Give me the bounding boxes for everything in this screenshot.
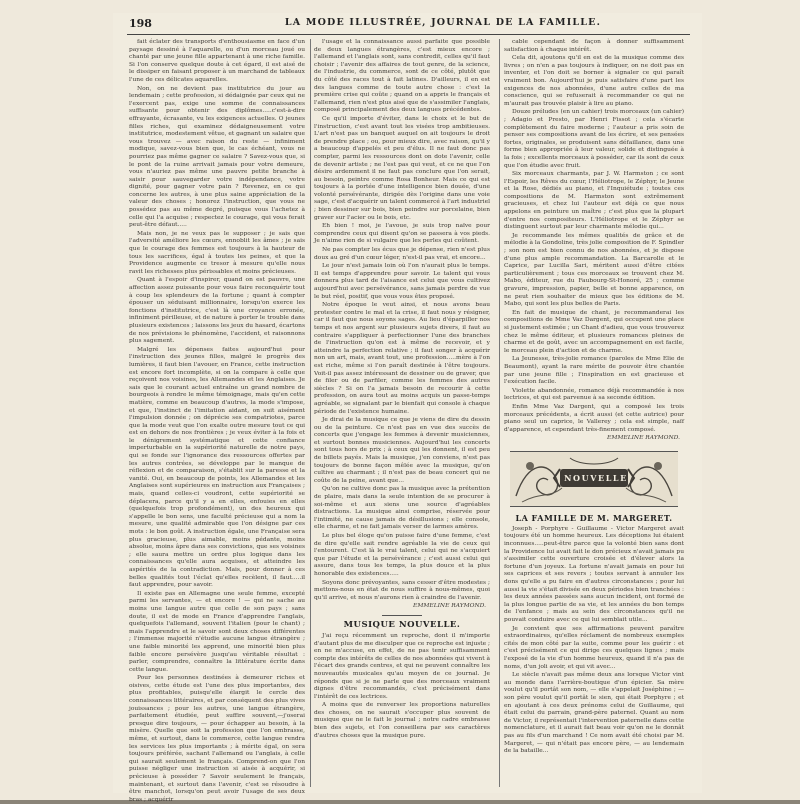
page-number: 198 <box>129 17 152 30</box>
column-middle <box>314 39 490 787</box>
paragraph: Non, on ne devient pas institutrice du jour au lendemain ; cette profession, si dédaignée par ceux qui ne l'exercent pas, exige une somme de connaissances suffisante pour obtenir des diplômes.....c'est-à-dire effrayante, écrasante, vu les exigences actuelles. O jeunes filles riches, qui examinez dédaigneusement votre institutrice, modestement vêtue, et gagnant un salaire que vous trouvez — avec raison du reste — infiniment modique, savez-vous bien que, le cas échéant, vous ne pourriez pas même gagner ce salaire ? Savez-vous que, si le pont de la ruine arrivait jamais pour votre demeure, vous n'auriez pas même une pauvre petite branche à saisir pour sauvegarder votre indépendance, votre dignité, pour gagner votre pain ? Revenez, en ce qui concerne les autres, à une plus saine appréciation de la valeur des choses ; honorez l'instruction, que vous ne possédez pas au même degré, puisque vous l'achetez à celle qui l'a acquise ; respectez le courage, qui vous ferait peut-être défaut..... <box>129 85 305 229</box>
nouvelle-banner <box>510 451 678 507</box>
paragraph: Je convient que ses affirmations peuvent paraître extraordinaires, qu'elles réclament de nombreux exemples cités de mon côté par la suite, comme pour les guérir : et c'est précisément ce qui dirige ces quelques lignes ; mais l'exposé de la vie d'un homme heureux, quand il n'a pas de noms, d'un joli avoir, et qui vit avec... <box>504 625 684 670</box>
section-heading-musique: MUSIQUE NOUVELLE. <box>343 619 461 630</box>
author-signature: EMMELINE RAYMOND. <box>413 603 486 610</box>
paragraph: Six morceaux charmants, par J. W. Harmston ; ce sont l'Espoir, les Rêves du cœur, l'Héliotrope, le Zéphyr, le Jeune et la Rose, dédiés au piano, et l'Inquiétude ; toutes ces compositions de M. Harmston sont extrêmement gracieuses, et chez lui l'auteur est déjà ce que nous appelons en peinture un maître ; c'est plus que la plupart d'entre nos compositeurs. L'Héliotrope et le Zéphyr se distinguent surtout par leur charmante mélodie qui... <box>504 171 684 231</box>
paragraph: Cela dit, ajoutons qu'il en est de la musique comme des livres ; on n'en a pas toujours à indiquer, on ne doit pas en inventer, et l'on doit se borner à signaler ce qui paraît vraiment bon. Aujourd'hui je puis satisfaire d'une part les exigences de nos abonnées, d'une autre celles de ma conscience, qui se refuserait à recommander ce qui ne m'aurait pas trouvée plaisir à lire au piano. <box>504 55 684 107</box>
paragraph: Pour les personnes destinées à demeurer riches et oisives, cette étude est l'une des plus importantes, des plus profitables, puisqu'elle élargit le cercle des connaissances littéraires, et par conséquent des plus vives jouissances ; pour les autres, une langue étrangère, parfaitement étudiée, peut suffire souvent,—j'oserai presque dire toujours, — pour échapper au besoin, à la misère. Quelle que soit la profession que l'on embrasse, même, et surtout, dans le commerce, cette langue rendra les services les plus importants ; à mérite égal, on sera toujours préférée, sachant l'allemand ou l'anglais, à celle qui saurait seulement le français. Comprend-on que l'on puisse négliger une instruction si aisée à acquérir, si précieuse à posséder ? Savoir seulement le français, maintenant, et surtout dans l'avenir, c'est se résoudre à être manchot, lorsqu'on peut avoir l'usage de ses deux bras ; acquérir <box>129 675 305 803</box>
paragraph: Douze préludes (en un cahier) trois morceaux (un cahier) ; Adagio et Presto, par Henri Fissot ; cela s'écarte complètement du faire moderne ; l'auteur a pris soin de penser ses compositions avant de les écrire, et ses pensées fortes, originales, se produisent sans défaillance, dans une forme bien appropriée à leur valeur, solide et distinguée à la fois ; excellents morceaux à posséder, car ils sont de ceux que l'on étudie avec fruit. <box>504 109 684 169</box>
journal-page <box>113 13 702 803</box>
paragraph: l'usage et la connaissance aussi parfaite que possible de deux langues étrangères, c'est mieux encore ; l'allemand et l'anglais sont, sans contredit, celles qu'il faut choisir ; l'avenir des affaires de tout genre, de la science, de l'industrie, du commerce, sont de ce côté, plutôt que du côté des races tout à fait latines. D'ailleurs, il en est des langues comme de toute autre chose : c'est la première crise qui coûte ; quand on a appris le français et l'allemand, rien n'est plus aisé que de s'assimiler l'anglais, composé principalement des deux langues précédentes. <box>314 39 490 114</box>
paragraph: A moins que de renverser les proportions naturelles des choses, on ne saurait s'occuper plus souvent de musique que ne le fait le journal ; notre cadre embrasse bien des sujets, et l'on conseillera par ses caractères d'autres choses que la musique pure. <box>314 702 490 739</box>
paragraph: Eh bien ! moi, je l'avoue, je suis trop naïve pour comprendre ceux qui disent qu'on se passera à vos pieds. Je n'aime rien de si vulgaire que les perles qui coûtent. <box>314 223 490 245</box>
paragraph: Je recommande les mêmes qualités de grâce et de mélodie à la Gondoline, très jolie composition de F. Spindler ; son nom est bien connu de nos abonnées, et je dispose d'une plus ample recommandation. La Barcarolle et le Caprice, par Lucilla Sari, méritent aussi d'être citées particulièrement ; tous ces morceaux se trouvent chez M. Mabo, éditeur, rue du Faubourg-St-Honoré, 25 ; comme gravure, impression, papier, belle et bonne apparence, on ne peut rien souhaiter de mieux que les éditions de M. Mabo, qui sont les plus belles de Paris. <box>504 232 684 308</box>
banner-label: NOUVELLE <box>564 472 628 483</box>
paragraph: Notre époque le veut ainsi, et nous avons beau protester contre le mal et la crise, il faut nous y résigner, car il faut que nous soyons sages. Au lieu d'éparpiller nos temps et nos argent sur plusieurs sujets divers, il faut au contraire s'appliquer à perfectionner l'une des branches de l'instruction qu'on est à même de recevoir, et y atteindre la perfection relative ; il faut songer à acquérir non un art, mais, avant tout, une profession.....mère à l'on est riche, même si l'on paraît destinée à l'être toujours. Voit-il pas assez intéressant de dessiner ou de graver, que de filer ou de parfiler, comme les femmes des autres siècles ? Si on l'a jamais besoin de recourir à cette profession, on aura tout au moins acquis un passe-temps agréable, se signalant par le bienfait qui console à chaque période de l'existence humaine. <box>314 302 490 415</box>
paragraph: Le siècle n'avait pas même deux ans lorsque Victor vint au monde dans l'arrière-boutique d'un épicier. Sa mère voulut qu'il portât son nom, — elle s'appelait Joséphine ; — son père voulut qu'il portât le sien, qui était Porphyre ; et en ajoutant à ces deux prénoms celui de Guillaume, qui était celui du parrain, grand-père paternel. Quant au nom de Victor, il représentait l'intervention paternelle dans cette nomenclature, et il aurait fait beau voir qu'on ne le donnât pas au fils d'un marchand ! Ce nom avait été choisi par M. Margeret, — qui n'était pas encore père, — au lendemain de la bataille... <box>504 672 684 755</box>
column-divider <box>499 39 500 787</box>
paragraph: En fait de musique de chant, je recommanderai les compositions de Mme Vaz Dargent, qui occupent une place si justement estimée ; un Chant d'adieu, que vous trouverez chez le même éditeur, et plusieurs romances pleines de charme et de goût, avec un accompagnement en est facile, le morceau plein d'action et de charme. <box>504 309 684 354</box>
paragraph: Mais non, je ne veux pas le supposer ; je sais que l'adversité améliore les cœurs, ennoblit les âmes ; je sais que le courage des femmes est toujours à la hauteur de tous les sacrifices, égal à toutes les peines, et que la Providence augmente ce tresor à mesure qu'elle nous ravit les richesses plus périssables et moins précieuses. <box>129 230 305 275</box>
paragraph: Enfin Mme Vaz Dargent, qui a composé les trois morceaux précédents, a écrit aussi (et cette autrice) pour piano seul un caprice, le Vallerey ; cela est simple, naïf d'apparence, et cependant très-finement composé. <box>504 403 684 433</box>
paragraph: Ne pas compter les écus que je dépense, rien n'est plus doux au gré d'un cœur léger, n'est-il pas vrai, et encore... <box>314 247 490 261</box>
paragraph: La Jeunesse, très-jolie romance (paroles de Mme Elie de Beaumont), ayant la rare mérite de pouvoir être chantée par une jeune fille ; l'inspiration en est gracieuse et l'exécution facile. <box>504 356 684 386</box>
column-right <box>504 39 684 787</box>
section-rule <box>382 615 422 616</box>
paragraph: Quant à l'espoir d'inspirer, quand on est pauvre, une affection assez puissante pour vous faire reconquérir tout à coup les splendeurs de la fortune ; quant à compter épouser un séduisant millionnaire, lorsqu'on exerce les fonctions d'institutrice, c'est là une croyance erronée, infiniment périlleuse, et de nature à porter le trouble dans plusieurs existences ; laissons les jeux du hasard, écartons de nos prévisions le phénomène, l'accident, et raisonnons plus sagement. <box>129 277 305 345</box>
paragraph: Malgré les dépenses faites aujourd'hui pour l'instruction des jeunes filles, malgré le progrès des lumières, il faut bien l'avouer, en France, cette instruction est encore fort incomplète, si on la compare à celle que reçoivent nos voisines, les Allemandes et les Anglaises. Je sais que le courant actuel entraîne un grand nombre de bourgeois à rendre le même témoignage, mais qu'en cette matière, comme en beaucoup d'autres, la mode s'impose, et que, l'instinct de l'imitation aidant, on suit aisément l'impulsion donnée ; on déprécie ses compatriotes, parce que la mode veut que l'on exalte outre mesure tout ce qui est en dehors de nos frontières ; je veux éviter à la fois et le dénigrement systématique et cette confiance imperturbable en la supériorité naturelle de notre pays, qui se fonde sur l'ignorance des ressources offertes par les autres contrées, se développe par le manque de réflexion et de comparaison, s'établit sur la paresse et la vanité. Oui, en beaucoup de points, les Allemandes et les Anglaises sont supérieures en instruction aux Françaises ; mais, quand celles-ci voudront, cette supériorité se déplacera, parce qu'il y a en elles, enfouies en elles (quelquefois trop profondément), un des heureux qui s'appelle le bon sens, une faculté précieuse qui a nom la mesure, une qualité admirable que l'on désigne par ces mots : le bon goût. A instruction égale, une Française sera plus gracieuse, plus aimable, moins pédante, moins absolue, moins âpre dans ses convictions, que ses voisines ; elle saura mettre un ordre plus logique dans les connaissances qu'elle aura acquises, et atteindre les aspérités de la contradiction. Mais, pour donner à ces belles qualités tout l'éclat qu'elles recèlent, il faut.....il faut apprendre, pour savoir. <box>129 346 305 589</box>
column-left <box>129 39 305 803</box>
paragraph: Violette abandonnée, romance déjà recommandée à nos lectrices, et qui est parvenue à sa seconde édition. <box>504 387 684 402</box>
paragraph: Il existe pas en Allemagne une seule femme, excepté parmi les servantes, — et encore ! — qui ne sache au moins une langue autre que celle de son pays ; sans doute, il est de mode en France d'apprendre l'anglais, quelquefois l'allemand, souvent l'italien (pour le chant) ; mais l'apprendre et le savoir sont deux choses différentes ; l'immense majorité n'étudie aucune langue étrangère ; une faible minorité les apprend, une minorité bien plus faible encore persévère jusqu'au véritable résultat : parler, comprendre, connaître la littérature écrite dans cette langue. <box>129 590 305 673</box>
paragraph: cable cependant de façon à donner suffisamment satisfaction à chaque intérêt. <box>504 39 684 53</box>
paragraph: Je dirai de la musique ce que je viens de dire du dessin ou de la peinture. Ce n'est pas en vue des succès de concerts que j'engage les femmes à devenir musiciennes, et surtout bonnes musiciennes. Aujourd'hui les concerts sont tous hors de prix ; à ceux qui les donnent, il est peu de billets payés. Mais la musique, j'en conviens, n'est pas toujours de bonne façon mêlée avec la musique, qu'on cultive au charmant ; il n'est pas de beau concert qui ne coûte de la peine, avant que... <box>314 417 490 484</box>
paragraph: fait éclater des transports d'enthousiasme en face d'un paysage dessiné à l'aquarelle, ou d'un morceau joué ou chanté par une jeune fille appartenant à une riche famille. Si l'on conserve quelque doute à cet égard, il est aisé de le dissiper en faisant proposer à un marchand de tableaux l'une de ces délicates aquarelles. <box>129 39 305 83</box>
paragraph: Le jour n'est jamais loin où l'on n'aurait plus le temps. Il est temps d'apprendre pour savoir. Le talent qui vous donnera plus tard de l'aisance est celui que vous cultivez aujourd'hui avec persévérance, sans jamais perdre de vue le but réel, positif, que vous vous êtes proposé. <box>314 263 490 300</box>
paragraph: Ce qu'il importe d'éviter, dans le choix et le but de l'instruction, c'est avant tout les visées trop ambitieuses. L'art n'est pas un banquet auquel on ait toujours le droit de prendre place ; ou, pour mieux dire, avec raison, qu'il y a beaucoup d'appelés et peu d'élus. Il ne faut donc pas compter, parmi les ressources dont on dote l'avenir, celle de devenir artiste ; ne l'est pas qui veut, et ce ne que l'on désire ardemment il ne faut pas conclure que l'on serait, au besoin, peintre comme Rosa Bonheur. Mais ce qui est toujours à la portée d'une intelligence bien douée, d'une volonté persévérante, dirigée dès l'origine dans une voie sage, c'est d'acquérir un talent commercé à l'art industriel ; bien dessiner sur bois, bien peindre sur porcelaine, bien graver sur l'acier ou le bois, etc. <box>314 115 490 221</box>
paragraph: Le plus bel éloge qu'on puisse faire d'une femme, c'est de dire qu'elle sait rendre agréable la vie de ceux qui l'entourent. C'est là le vrai talent, celui qui ne s'acquiert que par l'étude et la persévérance ; c'est aussi celui qui assure, dans tous les temps, la plus douce et la plus honorable des existences..... <box>314 533 490 577</box>
paragraph: J'ai reçu récemment un reproche, dont il m'importe d'autant plus de me disculper que ce reproche est injuste ; en ne m'accuse, en effet, de ne pas tenir suffisamment compte des intérêts de celles de nos abonnées qui vivent à l'écart des grands centres, et qui ne peuvent connaître les nouveautés musicales qu'au moyen de ce journal. Je réponds que si je ne parle que des morceaux vraiment dignes d'être recommandés, c'est précisément dans l'intérêt de ces lectrices. <box>314 632 490 700</box>
page-header <box>113 13 702 35</box>
author-signature: EMMELINE RAYMOND. <box>607 435 680 442</box>
journal-title: LA MODE ILLUSTRÉE, JOURNAL DE LA FAMILLE. <box>284 17 602 28</box>
story-title: LA FAMILLE DE M. MARGERET. <box>515 512 673 523</box>
paragraph: Joseph - Porphyre - Guillaume - Victor Margeret avait toujours été un homme heureux. Les déceptions lui étaient inconnues.....peut-être parce que la volonté bien sans dont la Providence lui avait fait le don précieux n'avait jamais pu s'assimiler cette ouverture croisée et d'élever alors la fortune d'un joyeux. La fortune n'avait jamais en pour lui ses caprices et ses revers ; toutes servant à annuler les dons qu'elle a pu faire en d'autres circonstances ; pour lui aussi la vie s'était divisée en deux périodes bien tranchées : les deux années passées sans aucun incident, ont formé de la plus longue partie de sa vie, et les années du bon temps de l'enfance ; mais au sein des circonstances qu'il ne pouvait conduire avec ce qui lui semblait utile... <box>504 525 684 623</box>
paragraph: Soyons donc prévoyantes, sans cesser d'être modestes ; mettons-nous en état de nous suffire à nous-mêmes, quoi qu'il arrive, et nous n'aurons rien à craindre de l'avenir. <box>314 579 490 601</box>
column-divider <box>310 39 311 787</box>
paragraph: Qu'on ne cultive donc pas la musique avec la prétention de plaire, mais dans la seule intention de se procurer à soi-même et aux siens une source d'agréables distractions. La musique ainsi comprise, réservée pour l'intimité, ne cause jamais de désillusions ; elle console, elle charme, et ne fait jamais verser de larmes amères. <box>314 486 490 531</box>
header-rule <box>127 34 690 35</box>
